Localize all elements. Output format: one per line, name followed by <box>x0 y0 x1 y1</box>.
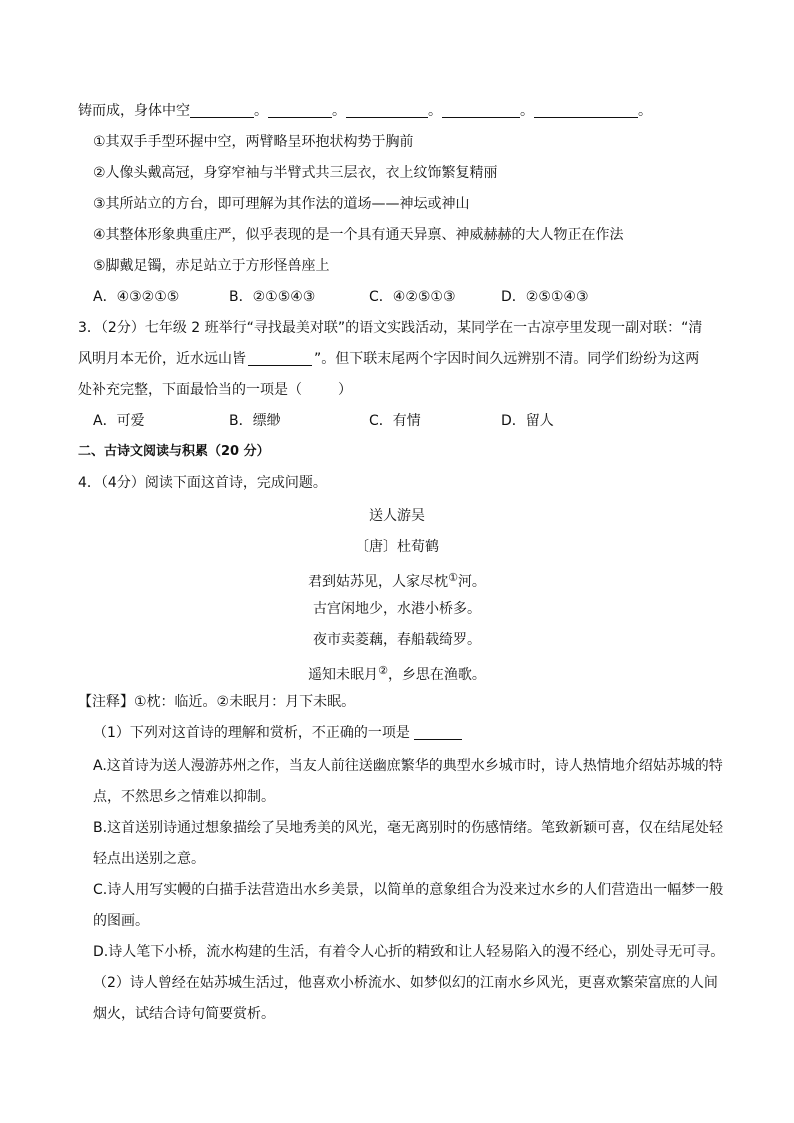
period: 。 <box>332 103 346 119</box>
poem-line-2: 古宫闲地少，水港小桥多。 <box>313 601 481 617</box>
q2-option-b[interactable]: B．②①⑤④③ <box>229 289 316 305</box>
q2-options <box>93 287 589 307</box>
q2-option-a[interactable]: A．④③②①⑤ <box>93 289 180 305</box>
q4-option-c-line-2: 的图画。 <box>93 913 149 929</box>
q2-option-d[interactable]: D．②⑤①④③ <box>501 289 589 305</box>
q2-stem-line <box>78 101 652 121</box>
answer-blank[interactable] <box>268 103 332 118</box>
poem-notes: 【注释】①枕：临近。②未眠月：月下未眠。 <box>78 694 356 710</box>
q3-option-b[interactable]: B．缥缈 <box>229 413 281 429</box>
q4-intro: 4．（4分）阅读下面这首诗，完成问题。 <box>78 475 327 491</box>
note-marker: ① <box>448 571 458 584</box>
period: 。 <box>520 103 534 119</box>
poem-author: 〔唐〕杜荀鹤 <box>355 539 439 555</box>
q3-text: 风明月本无价，近水远山皆 <box>78 351 246 367</box>
answer-blank[interactable] <box>248 351 312 366</box>
q3-option-d[interactable]: D．留人 <box>501 413 554 429</box>
q3-text: ”。但下联末尾两个字因时间久远辨别不清。同学们纷纷为这两 <box>314 351 700 367</box>
q4-option-a-line-1[interactable]: A.这首诗为送人漫游苏州之作，当友人前往送幽庶繁华的典型水乡城市时，诗人热情地介绍姑苏城的特 <box>93 758 723 774</box>
note-marker: ② <box>378 664 388 677</box>
q3-option-c[interactable]: C．有情 <box>369 413 421 429</box>
answer-blank[interactable] <box>346 103 428 118</box>
q4-option-a-line-2: 点，不然思乡之情难以抑制。 <box>93 789 275 805</box>
q4-sub2-line-1: （2）诗人曾经在姑苏城生活过，他喜欢小桥流水、如梦似幻的江南水乡风光，更喜欢繁荣富庶的人间 <box>93 975 718 991</box>
q3-line-1: 3．（2分）七年级 2 班举行“寻找最美对联”的语文实践活动，某同学在一古凉亭里发现一副对联：“清 <box>78 320 703 336</box>
poem-title: 送人游吴 <box>369 508 425 524</box>
q4-option-d-line-1[interactable]: D.诗人笔下小桥，流水构建的生活，有着令人心折的精致和让人轻易陷入的漫不经心，别处寻无可寻。 <box>93 944 725 960</box>
answer-blank[interactable] <box>534 103 638 118</box>
period: 。 <box>638 103 652 119</box>
poem-line-3: 夜市卖菱藕，春船载绮罗。 <box>313 632 481 648</box>
period: 。 <box>254 103 268 119</box>
q4-option-b-line-2: 轻点出送别之意。 <box>93 851 205 867</box>
poem-text: ，乡思在渔歌。 <box>387 667 486 683</box>
answer-blank[interactable] <box>414 725 462 740</box>
q4-sub2-line-2: 烟火，试结合诗句简要赏析。 <box>93 1006 275 1022</box>
q3-options <box>93 411 554 431</box>
q2-option-c[interactable]: C．④②⑤①③ <box>369 289 456 305</box>
q3-text: ） <box>338 382 352 398</box>
q4-sub1-text: （1）下列对这首诗的理解和赏析，不正确的一项是 <box>93 725 410 741</box>
q2-item-1: ①其双手手型环握中空，两臂略呈环抱状构势于胸前 <box>93 134 414 150</box>
poem-text: 遥知未眠月 <box>308 667 379 683</box>
q4-option-b-line-1[interactable]: B.这首送别诗通过想象描绘了吴地秀美的风光，毫无离别时的伤感情绪。笔致新颖可喜，仅在结尾处轻 <box>93 820 724 836</box>
q3-line-2 <box>78 349 699 369</box>
q3-option-a[interactable]: A．可爱 <box>93 413 145 429</box>
q2-item-5: ⑤脚戴足镯，赤足站立于方形怪兽座上 <box>93 258 330 274</box>
poem-line-4 <box>0 661 794 685</box>
poem-line-1 <box>0 568 794 592</box>
poem-text: 君到姑苏见，人家尽枕 <box>308 574 449 590</box>
answer-blank[interactable] <box>190 103 254 118</box>
poem-text: 河。 <box>457 574 486 590</box>
section-heading: 二、古诗文阅读与积累（20 分） <box>78 444 270 459</box>
q2-item-3: ③其所站立的方台，即可理解为其作法的道场——神坛或神山 <box>93 196 470 212</box>
q2-item-4: ④其整体形象典重庄严，似乎表现的是一个具有通天异禀、神威赫赫的大人物正在作法 <box>93 227 624 243</box>
period: 。 <box>428 103 442 119</box>
q2-item-2: ②人像头戴高冠，身穿窄袖与半臂式共三层衣，衣上纹饰繁复精丽 <box>93 165 498 181</box>
q4-option-c-line-1[interactable]: C.诗人用写实幔的白描手法营造出水乡美景，以简单的意象组合为没来过水乡的人们营造出一幅梦一般 <box>93 882 724 898</box>
q3-text: 处补充完整，下面最恰当的一项是（ <box>78 382 302 398</box>
q4-sub1-question <box>93 723 462 743</box>
answer-blank[interactable] <box>442 103 520 118</box>
q2-stem-text: 铸而成，身体中空 <box>78 103 190 119</box>
q3-line-3 <box>78 380 352 400</box>
